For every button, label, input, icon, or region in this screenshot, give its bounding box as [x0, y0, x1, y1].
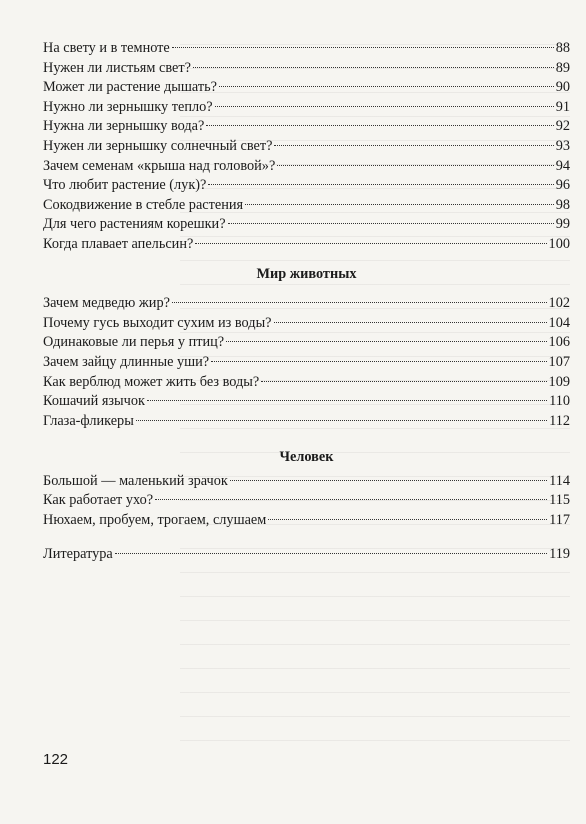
- entry-page: 99: [555, 216, 570, 233]
- entry-title: Одинаковые ли перья у птиц?: [43, 334, 225, 351]
- leader-dots: [172, 302, 547, 303]
- toc-entry: [43, 491, 570, 511]
- toc-entry: [43, 235, 570, 255]
- page-number: 122: [43, 751, 69, 768]
- leader-dots: [219, 86, 554, 87]
- toc-entry: [43, 373, 570, 393]
- entry-page: 90: [555, 79, 570, 96]
- toc-entry: [43, 176, 570, 196]
- entry-page: 92: [555, 118, 570, 135]
- entry-page: 110: [549, 393, 570, 410]
- leader-dots: [155, 499, 547, 500]
- entry-title: Сокодвижение в стебле растения: [43, 196, 244, 213]
- entry-title: Кошачий язычок: [43, 393, 145, 410]
- table-of-contents: [43, 39, 570, 564]
- entry-page: 115: [549, 492, 570, 509]
- toc-entry: [43, 472, 570, 492]
- leader-dots: [147, 400, 547, 401]
- leader-dots: [136, 420, 547, 421]
- entry-page: 114: [549, 472, 570, 489]
- toc-entry: [43, 353, 570, 373]
- leader-dots: [268, 519, 547, 520]
- toc-entry: [43, 117, 570, 137]
- entry-title: Может ли растение дышать?: [43, 79, 217, 96]
- toc-entry: [43, 412, 570, 432]
- entry-page: 109: [548, 373, 570, 390]
- entry-page: 89: [555, 59, 570, 76]
- leader-dots: [274, 145, 553, 146]
- entry-page: 100: [548, 235, 570, 252]
- entry-title: Почему гусь выходит сухим из воды?: [43, 314, 272, 331]
- leader-dots: [261, 381, 546, 382]
- entry-page: 119: [549, 545, 570, 562]
- leader-dots: [172, 47, 554, 48]
- entry-page: 94: [555, 157, 570, 174]
- entry-page: 88: [555, 40, 570, 56]
- leader-dots: [195, 243, 546, 244]
- entry-title: Нужно ли зернышку тепло?: [43, 98, 213, 115]
- leader-dots: [245, 204, 554, 205]
- entry-page: 112: [549, 412, 570, 429]
- toc-entry: [43, 137, 570, 157]
- entry-page: 106: [548, 334, 570, 351]
- toc-entry: [43, 333, 570, 353]
- toc-entry: [43, 78, 570, 98]
- toc-entry: [43, 392, 570, 412]
- entry-title: Нужна ли зернышку вода?: [43, 118, 205, 135]
- toc-entry: [43, 314, 570, 334]
- leader-dots: [274, 322, 547, 323]
- leader-dots: [206, 125, 553, 126]
- leader-dots: [211, 361, 546, 362]
- leader-dots: [208, 184, 553, 185]
- toc-entry: [43, 157, 570, 177]
- entry-title: Зачем медведю жир?: [43, 295, 170, 312]
- entry-page: 91: [555, 98, 570, 115]
- leader-dots: [115, 553, 547, 554]
- leader-dots: [226, 341, 546, 342]
- entry-title: Что любит растение (лук)?: [43, 177, 207, 194]
- entry-title: Большой — маленький зрачок: [43, 472, 228, 489]
- leader-dots: [193, 67, 554, 68]
- entry-page: 117: [549, 512, 570, 529]
- leader-dots: [277, 165, 553, 166]
- entry-page: 104: [548, 314, 570, 331]
- leader-dots: [230, 480, 547, 481]
- entry-title: Литература: [43, 545, 113, 562]
- leader-dots: [228, 223, 554, 224]
- entry-page: 102: [548, 295, 570, 312]
- entry-title: Нужен ли зернышку солнечный свет?: [43, 137, 273, 154]
- entry-title: Как верблюд может жить без воды?: [43, 373, 260, 390]
- toc-entry: [43, 215, 570, 235]
- entry-title: Когда плавает апельсин?: [43, 235, 194, 252]
- toc-entry: [43, 98, 570, 118]
- toc-entry: [43, 294, 570, 314]
- toc-entry: [43, 545, 570, 565]
- entry-title: На свету и в темноте: [43, 40, 170, 56]
- toc-entry: [43, 511, 570, 531]
- section-heading: Человек: [279, 449, 334, 466]
- entry-page: 98: [555, 196, 570, 213]
- entry-page: 96: [555, 177, 570, 194]
- entry-title: Для чего растениям корешки?: [43, 216, 226, 233]
- entry-title: Как работает ухо?: [43, 492, 154, 509]
- section-heading: Мир животных: [256, 265, 357, 282]
- toc-entry: [43, 196, 570, 216]
- entry-page: 107: [548, 353, 570, 370]
- toc-entry: [43, 59, 570, 79]
- toc-entry: [43, 39, 570, 59]
- entry-title: Глаза-фликеры: [43, 412, 134, 429]
- entry-title: Нужен ли листьям свет?: [43, 59, 191, 76]
- entry-title: Нюхаем, пробуем, трогаем, слушаем: [43, 512, 267, 529]
- leader-dots: [215, 106, 554, 107]
- entry-title: Зачем зайцу длинные уши?: [43, 353, 210, 370]
- entry-page: 93: [555, 137, 570, 154]
- entry-title: Зачем семенам «крыша над головой»?: [43, 157, 276, 174]
